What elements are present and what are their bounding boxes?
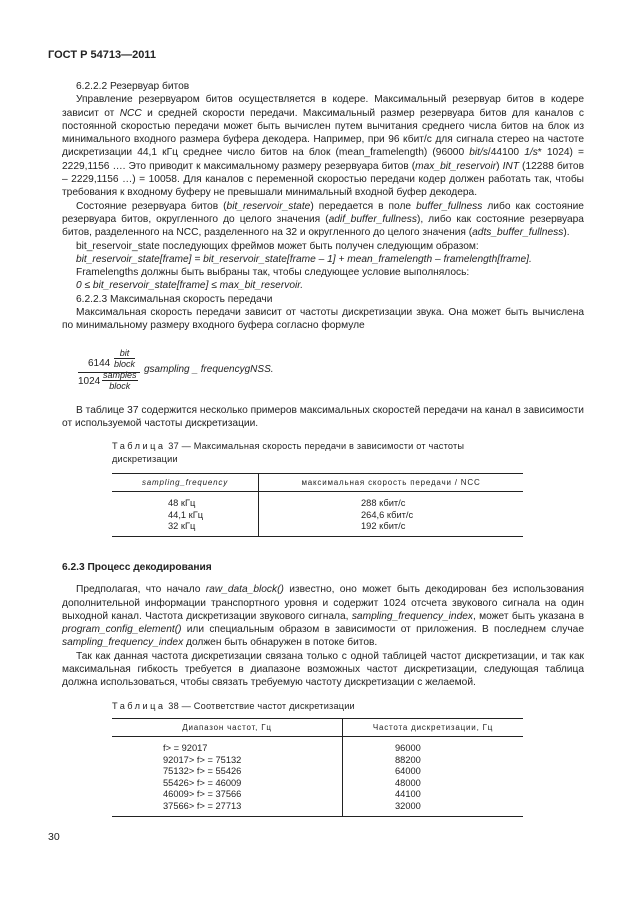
table-row: 37566> f> = 27713 32000	[112, 801, 523, 816]
table-row: 55426> f> = 46009 48000	[112, 778, 523, 790]
page-number: 30	[48, 831, 60, 843]
subsection-title-6-2-2-3: 6.2.2.3 Максимальная скорость передачи	[76, 293, 273, 305]
table-row: 75132> f> = 55426 64000	[112, 766, 523, 778]
equation-reservoir-condition: 0 ≤ bit_reservoir_state[frame] ≤ max_bit_reservoir.	[76, 280, 304, 292]
section-6-2-3	[62, 561, 584, 690]
paragraph-decoding-process: Предполагая, что начало raw_data_block() известно, оно может быть декодирован без использования дополнительной информации транспортного уровня и содержит 1024 отсчета звукового сигнала на один выходной канал. Частота дискретизации звукового сигнала, sampling_frequency_index, может быть указана в program_config_element() или специальным образом в зависимости от приложения. В последнем случае sampling_frequency_index должен быть обнаружен в потоке битов.	[62, 584, 585, 649]
equation-reservoir-update: bit_reservoir_state[frame] = bit_reservoir_state[frame – 1] + mean_framelength – framelength[frame].	[76, 253, 532, 265]
paragraph-next-frames: bit_reservoir_state последующих фреймов может быть получен следующим образом:	[76, 240, 479, 252]
paragraph-frequency-mapping: Так как данная частота дискретизации связана только с одной таблицей частот дискретизации, и так как максимальная гибкость требуется в диапазоне возможных частот дискретизации, следующая таблица должна использоваться, чтобы связать требуемую частоту дискретизации с желаемой.	[62, 650, 584, 689]
table-37-header-frequency: sampling_frequency	[112, 474, 259, 492]
table-37-intro	[62, 404, 584, 431]
table-38-header-rate: Частота дискретизации, Гц	[343, 719, 524, 737]
section-title-6-2-3: 6.2.3 Процесс декодирования	[62, 562, 212, 573]
document-header: ГОСТ Р 54713—2011	[48, 49, 156, 61]
table-38	[112, 718, 523, 817]
table-37-header-bitrate: максимальная скорость передачи / NCC	[259, 474, 524, 492]
paragraph-bit-reservoir-state: Состояние резервуара битов (bit_reservoir_state) передается в поле buffer_fullness либо как состояние резервуара битов, округленного до целого значения (adif_buffer_fullness), либо как состояние резервуара битов, разделенного на NCC, разделенного на 32 и округленного до целого значения (adts_buffer_fullness).	[62, 200, 584, 239]
table-38-caption: Таблица 38 — Соответствие частот дискретизации	[112, 701, 355, 711]
table-37-caption: Таблица 37 — Максимальная скорость передачи в зависимости от частоты дискретизации	[112, 441, 465, 464]
formula-tail: gsampling _ frequencygNSS.	[144, 364, 274, 375]
formula-numerator-coef: 6144	[88, 358, 111, 369]
table-row: 92017> f> = 75132 88200	[112, 755, 523, 767]
table-37	[112, 473, 523, 537]
formula-numerator-fraction: bit block	[114, 348, 136, 369]
table-row: 44,1 кГц 264,6 кбит/с	[112, 510, 523, 522]
table-row: 48 кГц 288 кбит/с	[112, 492, 523, 510]
table-row: f> = 92017 96000	[112, 737, 523, 755]
table-38-header-range: Диапазон частот, Гц	[112, 719, 343, 737]
paragraph-max-bitrate: Максимальная скорость передачи зависит от частоты дискретизации звука. Она может быть вычислена по минимальному размеру входного буфера согласно формуле	[62, 307, 584, 332]
subsection-title-6-2-2-2: 6.2.2.2 Резервуар битов	[76, 81, 190, 92]
paragraph-framelengths: Framelengths должны быть выбраны так, чтобы следующее условие выполнялось:	[76, 267, 470, 279]
formula-denominator-fraction: samples block	[103, 370, 137, 391]
table-row: 32 кГц 192 кбит/с	[112, 521, 523, 536]
formula-denominator-coef: 1024	[78, 376, 101, 387]
paragraph-table-37-reference: В таблице 37 содержится несколько примеров максимальных скоростей передачи на канал в зависимости от используемой частоты дискретизации.	[62, 405, 584, 430]
table-row: 46009> f> = 37566 44100	[112, 789, 523, 801]
paragraph-bit-reservoir-control: Управление резервуаром битов осуществляется в кодере. Максимальный резервуар битов в кодере зависит от NCC и средней скорости передачи. Максимальный размер резервуара битов для каналов с постоянной скоростью передачи может быть вычислен путем вычитания среднего числа битов на блок из минимального входного размера буфера декодера. Например, при 96 кбит/с для сигнала стерео на частоте дискретизации 44,1 кГц среднее число битов на блок (mean_framelength) (96000 bit/s/44100 1/s* 1024) = 2229,1156 …. Это приводит к максимальному размеру резервуара битов (max_bit_reservoir) INT (12288 битов – 2229,1156 …) = 10058. Для каналов с переменной скоростью передачи кодер должен работать так, чтобы требования к входному буферу не превышали минимальный входной буфер декодера.	[62, 94, 584, 199]
max-bitrate-formula	[78, 350, 338, 396]
section-6-2-2-2	[62, 80, 584, 333]
